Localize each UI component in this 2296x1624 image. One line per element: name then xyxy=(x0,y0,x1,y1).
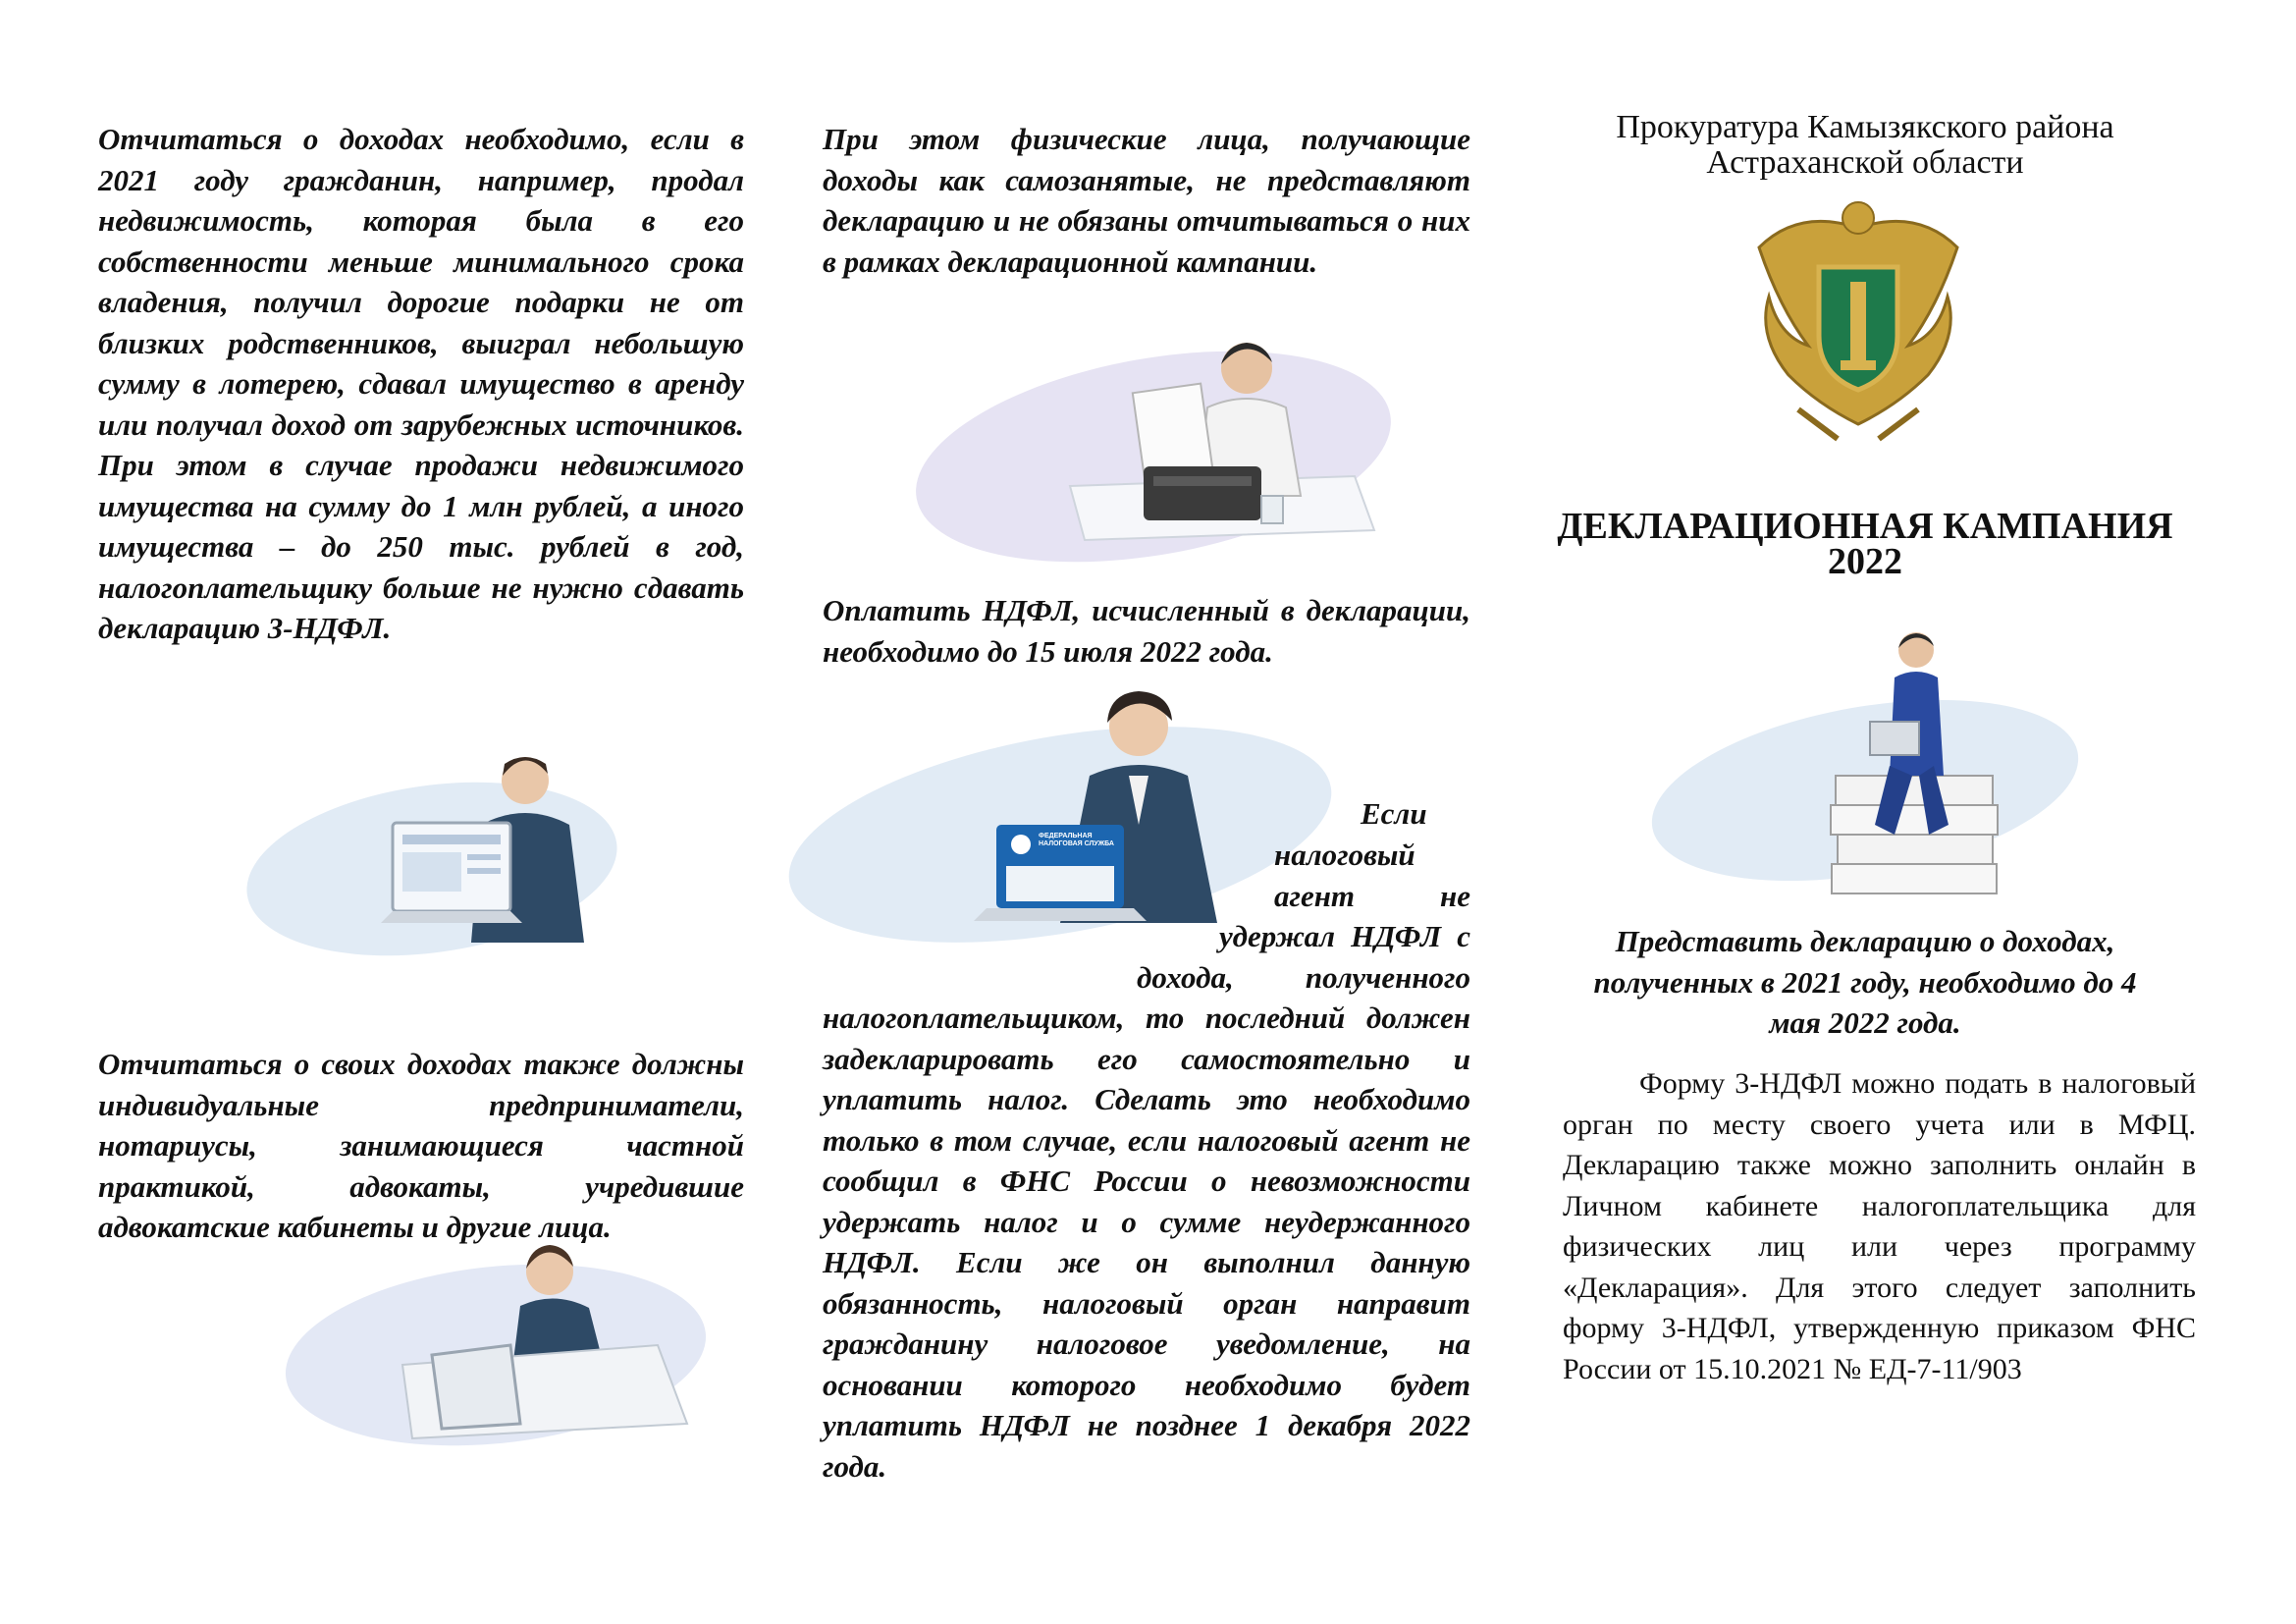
officer-figure-icon xyxy=(245,736,618,962)
wrap-float-right-1 xyxy=(823,793,1361,835)
laptop-caption: ФЕДЕРАЛЬНАЯ НАЛОГОВАЯ СЛУЖБА xyxy=(1039,833,1114,847)
col1-paragraph-2-text: Отчитаться о своих доходах также должны индивидуальные предприниматели, нотариусы, занимающиеся частной практикой, адвокаты, учредившие адвокатские кабинеты и другие лица. xyxy=(98,1047,744,1244)
deadline-text: Представить декларацию о доходах, полученных в 2021 году, необходимо до 4 мая 2022 года. xyxy=(1593,924,2137,1040)
officer-laptop-illustration xyxy=(245,736,618,962)
col1-paragraph-2 xyxy=(98,1044,744,1248)
campaign-title-line-1: ДЕКЛАРАЦИОННАЯ КАМПАНИЯ xyxy=(1557,506,2173,547)
man-paperstack-illustration xyxy=(1649,628,2081,903)
paperstack-figure-icon xyxy=(1649,628,2081,903)
woman-desk-illustration xyxy=(285,1227,707,1453)
col2-paragraph-1: При этом физические лица, получающие доходы как самозанятые, не представляют декларацию и не обязаны отчитываться о них в рамках декларационной кампании. xyxy=(823,122,1470,279)
org-line-2: Астраханской области xyxy=(1706,144,2024,181)
woman-figure-icon xyxy=(285,1227,707,1453)
campaign-title-line-2: 2022 xyxy=(1828,541,1902,582)
col2-paragraph-3-start: Если налоговый агент не удержал НДФЛ с xyxy=(1219,796,1470,953)
col2-paragraph-3 xyxy=(823,793,1470,1500)
wrap-float-right-3 xyxy=(823,876,1219,917)
wrap-float-right-2 xyxy=(823,835,1274,876)
typewriter-figure-icon xyxy=(913,329,1394,574)
col2-paragraph-2: Оплатить НДФЛ, исчисленный в декларации, необходимо до 15 июля 2022 года. xyxy=(823,593,1470,669)
org-line-1: Прокуратура Камызякского района xyxy=(1616,109,2114,145)
col2-paragraph-3-rest: дохода, полученного налогоплательщиком, то последний должен задекларировать его самостоятельно и уплатить налог. Сделать это необходимо только в том случае, если налоговый агент не сообщил в ФНС России о невозможности удержать налог и о сумме неудержанного НДФЛ. Если же он выполнил данную обязанность, налоговый орган направит гражданину налоговое уведомление, на основании которого необходимо будет уплатить НДФЛ не позднее 1 декабря 2022 года. xyxy=(823,959,1470,1484)
wrap-float-right-4 xyxy=(823,917,1137,958)
prosecutor-emblem-icon xyxy=(1739,189,1977,454)
info-text: Форму 3-НДФЛ можно подать в налоговый орган по месту своего учета или в МФЦ. Декларацию также можно заполнить онлайн в Личном кабинете налогоплательщика для физических лиц или через программу «Декларация». Для этого следует заполнить форму 3-НДФЛ, утвержденную приказом ФНС России от 15.10.2021 № ЕД-7-11/903 xyxy=(1563,1067,2196,1385)
campaign-title xyxy=(1531,506,2199,582)
man-typewriter-illustration xyxy=(913,329,1394,574)
col1-paragraph-1: Отчитаться о доходах необходимо, если в 2021 году гражданин, например, продал недвижимость, которая была в его собственности меньше минимального срока владения, получил дорогие подарки не от близких родственников, выиграл небольшую сумму в лотерею, сдавал имущество в аренду или получал доход от зарубежных источников. При этом в случае продажи недвижимого имущества на сумму до 1 млн рублей, а иного имущества – до 250 тыс. рублей в год, налогоплательщику больше не нужно сдавать декларацию 3-НДФЛ. xyxy=(98,122,744,645)
org-header xyxy=(1531,110,2199,181)
